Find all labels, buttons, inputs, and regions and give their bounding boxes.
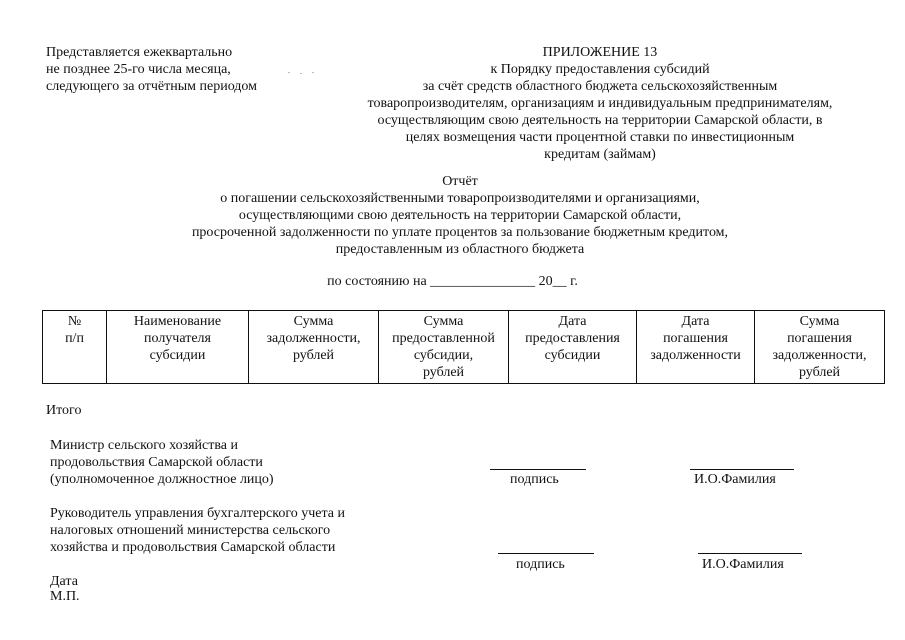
appendix-line: целях возмещения части процентной ставки по инвестиционным xyxy=(405,130,795,145)
report-title: Отчёт xyxy=(442,174,478,189)
appendix-line: товаропроизводителям, организациям и индивидуальным предпринимателям, xyxy=(367,96,833,111)
signature-label: подпись xyxy=(510,472,559,487)
name-label: И.О.Фамилия xyxy=(702,557,784,572)
col-header-recipient: Наименование получателя субсидии xyxy=(107,311,249,384)
total-label: Итого xyxy=(46,403,82,418)
signature-label: подпись xyxy=(516,557,565,572)
name-line xyxy=(698,553,802,554)
signatory-line: налоговых отношений министерства сельского xyxy=(50,523,331,538)
as-of-text: по состоянию на _______________ 20__ г. xyxy=(327,274,578,289)
submission-note xyxy=(46,44,257,95)
report-heading xyxy=(150,173,770,258)
appendix-line: к Порядку предоставления субсидий xyxy=(490,62,710,77)
signatory-line: хозяйства и продовольствия Самарской области xyxy=(50,540,336,555)
note-line: Представляется ежеквартально xyxy=(46,45,233,60)
report-subtitle-line: осуществляющими свою деятельность на территории Самарской области, xyxy=(238,208,682,223)
scan-speck xyxy=(288,72,290,73)
signatory-line: Руководитель управления бухгалтерского учета и xyxy=(50,506,345,521)
report-subtitle-line: о погашении сельскохозяйственными товаропроизводителями и организациями, xyxy=(220,191,700,206)
report-subtitle-line: предоставленным из областного бюджета xyxy=(335,242,585,257)
name-line xyxy=(690,469,794,470)
signatory-minister xyxy=(50,437,274,488)
date-label: Дата xyxy=(50,574,78,589)
appendix-line: кредитам (займам) xyxy=(544,147,656,162)
signature-line xyxy=(498,553,594,554)
signatory-accounting-head xyxy=(50,505,345,556)
name-label: И.О.Фамилия xyxy=(694,472,776,487)
col-header-debt-amount: Сумма задолженности, рублей xyxy=(249,311,379,384)
report-subtitle-line: просроченной задолженности по уплате процентов за пользование бюджетным кредитом, xyxy=(191,225,729,240)
col-header-subsidy-date: Дата предоставления субсидии xyxy=(509,311,637,384)
signature-line xyxy=(490,469,586,470)
scan-speck xyxy=(312,72,314,73)
scan-speck xyxy=(300,73,302,74)
seal-placeholder: М.П. xyxy=(50,589,80,604)
appendix-line: осуществляющим свою деятельность на территории Самарской области, в xyxy=(377,113,823,128)
col-header-subsidy-amount: Сумма предоставленной субсидии, рублей xyxy=(379,311,509,384)
report-table xyxy=(42,310,885,384)
as-of-date-line xyxy=(0,274,905,290)
appendix-title: ПРИЛОЖЕНИЕ 13 xyxy=(542,45,658,60)
signatory-line: продовольствия Самарской области xyxy=(50,455,263,470)
note-line: не позднее 25-го числа месяца, xyxy=(46,62,231,77)
col-header-repayment-amount: Сумма погашения задолженности, рублей xyxy=(755,311,885,384)
table-header-row xyxy=(43,311,885,384)
col-header-repayment-date: Дата погашения задолженности xyxy=(637,311,755,384)
note-line: следующего за отчётным периодом xyxy=(46,79,258,94)
signatory-line: (уполномоченное должностное лицо) xyxy=(50,472,274,487)
col-header-number: № п/п xyxy=(43,311,107,384)
signatory-line: Министр сельского хозяйства и xyxy=(50,438,238,453)
appendix-line: за счёт средств областного бюджета сельскохозяйственным xyxy=(422,79,778,94)
appendix-block xyxy=(330,44,870,163)
